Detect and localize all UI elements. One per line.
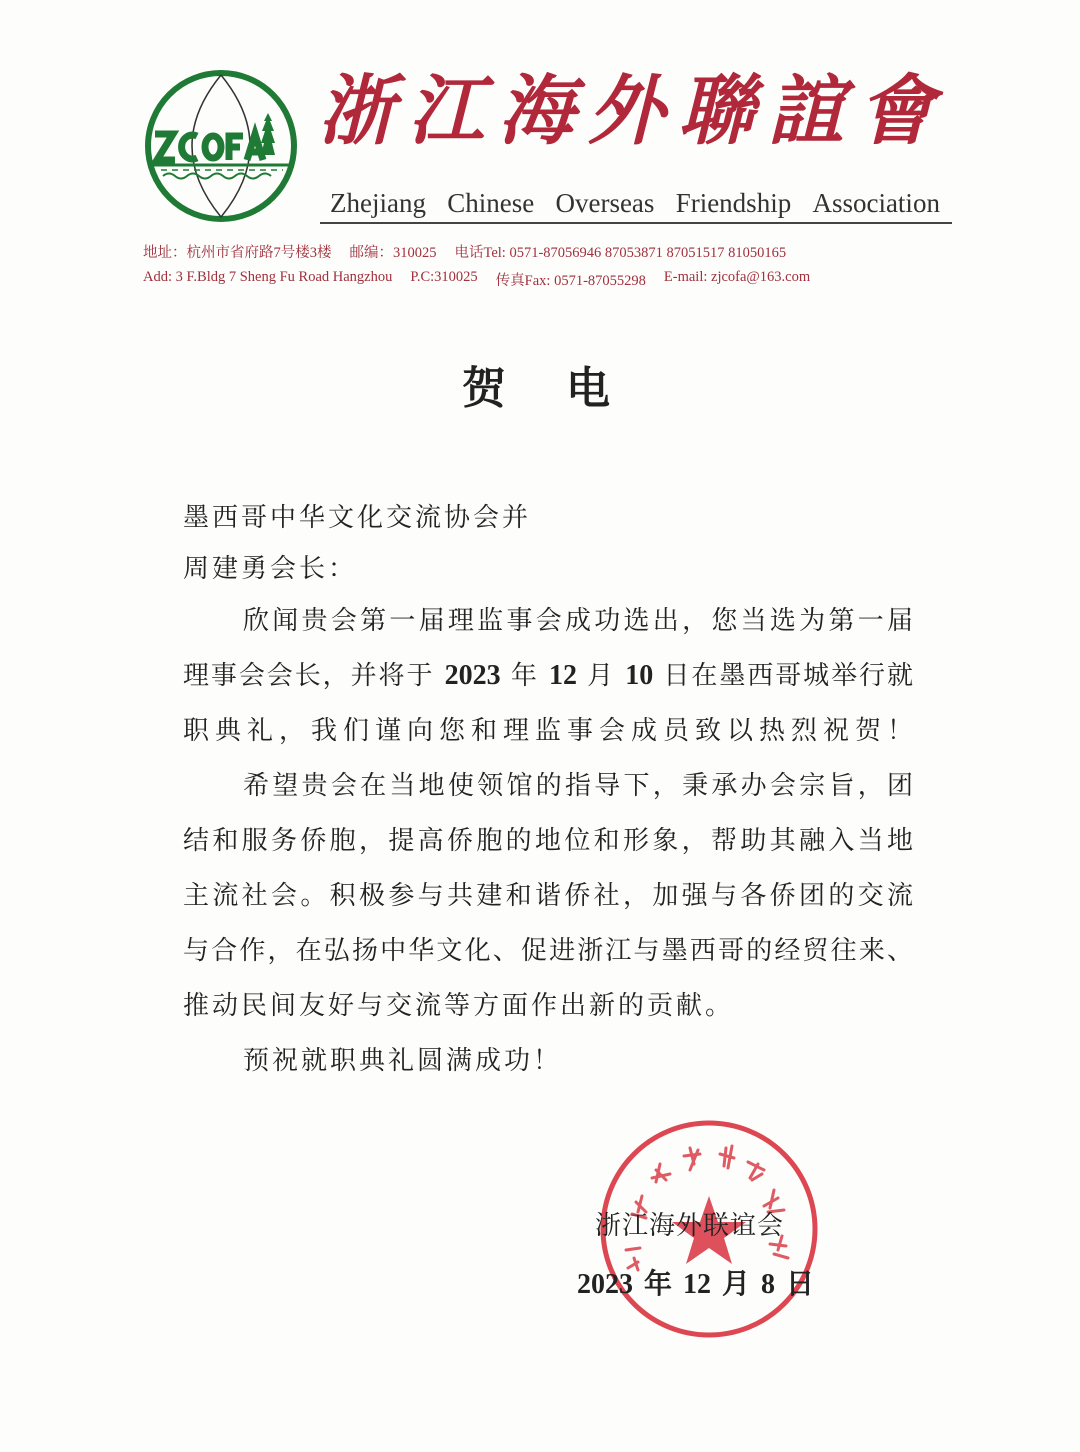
body-line: 欣闻贵会第一届理监事会成功选出，您当选为第一届 [243, 606, 913, 636]
body-line: 主流社会。积极参与共建和谐侨社，加强与各侨团的交流 [183, 881, 913, 911]
body-line: 希望贵会在当地使领馆的指导下，秉承办会宗旨，团 [243, 771, 913, 801]
zcofa-logo [143, 68, 299, 224]
postcode-en: P.C:310025 [410, 269, 478, 285]
recipient-line: 墨西哥中华文化交流协会并 [183, 503, 532, 533]
contact-line-cn [143, 241, 943, 262]
body-line: 结和服务侨胞，提高侨胞的地位和形象，帮助其融入当地 [183, 826, 913, 856]
document-heading: 贺电 [462, 363, 670, 414]
letterhead-title-cn: 浙江海外聯誼會 [318, 66, 948, 155]
body-line: 推动民间友好与交流等方面作出新的贡献。 [183, 991, 735, 1021]
telephone: 电话Tel: 0571-87056946 87053871 87051517 81050165 [454, 245, 787, 261]
title-en-word: Zhejiang [330, 188, 426, 218]
email: E-mail: zjcofa@163.com [663, 269, 811, 285]
title-en-word: Chinese [447, 188, 535, 218]
letterhead-divider [320, 222, 952, 224]
title-en-word: Overseas [555, 188, 655, 218]
recipient-line: 周建勇会长： [183, 554, 358, 584]
body-line: 职典礼，我们谨向您和理监事会成员致以热烈祝贺！ [183, 716, 913, 746]
postcode-cn: 邮编：310025 [349, 245, 437, 261]
body-line: 理事会会长，并将于 2023 年 12 月 10 日在墨西哥城举行就 [183, 660, 913, 691]
body-line: 预祝就职典礼圆满成功！ [243, 1046, 563, 1076]
contact-line-en [143, 269, 943, 290]
signature-date: 2023 年 12 月 8 日 [577, 1269, 815, 1300]
body-line: 与合作，在弘扬中华文化、促进浙江与墨西哥的经贸往来、 [183, 936, 913, 966]
signature-organization: 浙江海外联谊会 [595, 1211, 785, 1241]
address-cn: 地址：杭州市省府路7号楼3楼 [143, 245, 332, 261]
fax: 传真Fax: 0571-87055298 [495, 273, 646, 289]
address-en: Add: 3 F.Bldg 7 Sheng Fu Road Hangzhou [143, 269, 393, 285]
letterhead-title-en [320, 188, 950, 219]
title-en-word: Association [812, 188, 940, 218]
title-en-word: Friendship [675, 188, 792, 218]
